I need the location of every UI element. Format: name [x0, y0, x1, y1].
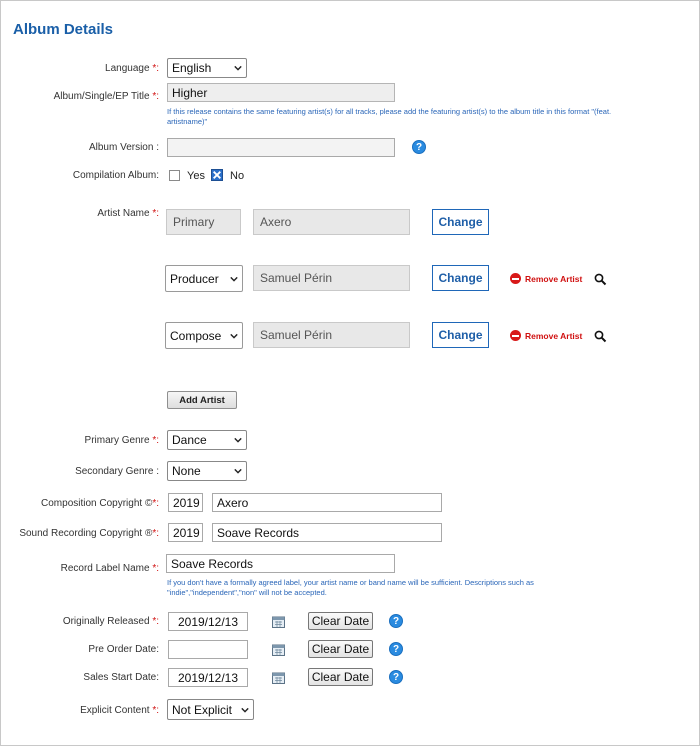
sales-start-help-icon[interactable]: ? [389, 670, 403, 684]
pre-order-help-icon[interactable]: ? [389, 642, 403, 656]
add-artist-button[interactable]: Add Artist [167, 391, 237, 409]
artist-role-select[interactable] [165, 322, 243, 349]
chevron-down-icon [241, 706, 249, 714]
composition-year-input[interactable]: 2019 [168, 493, 203, 512]
search-icon[interactable] [594, 330, 607, 343]
search-icon[interactable] [594, 273, 607, 286]
secondary-genre-select[interactable] [167, 461, 247, 481]
primary-genre-value: Dance [172, 433, 207, 447]
chevron-down-icon [230, 332, 238, 340]
record-label-label: Record Label Name *: [60, 563, 159, 574]
explicit-content-select[interactable] [167, 699, 254, 720]
artist-name-field: Axero [253, 209, 410, 235]
chevron-down-icon [234, 436, 242, 444]
artist-name-field: Samuel Périn [253, 322, 410, 348]
calendar-icon[interactable] [272, 644, 285, 656]
artist-name-field: Samuel Périn [253, 265, 410, 291]
artist-role-select[interactable] [165, 265, 243, 292]
artist-role-primary: Primary [166, 209, 241, 235]
remove-artist-label: Remove Artist [525, 273, 583, 284]
clear-date-button[interactable]: Clear Date [308, 668, 373, 686]
originally-released-input[interactable]: 2019/12/13 [168, 612, 248, 631]
remove-artist-label: Remove Artist [525, 330, 583, 341]
compilation-yes-checkbox[interactable] [169, 170, 180, 181]
change-artist-button[interactable]: Change [432, 265, 489, 291]
calendar-icon[interactable] [272, 616, 285, 628]
primary-genre-select[interactable] [167, 430, 247, 450]
artist-role-value: Producer [170, 271, 219, 286]
chevron-down-icon [230, 275, 238, 283]
compilation-no-checkbox[interactable] [211, 169, 223, 181]
record-label-hint: If you don't have a formally agreed label, your artist name or band name will be sufficient. Descriptions such as "indie","independent","non" will not be accepted. [167, 578, 534, 597]
sound-copyright-label: Sound Recording Copyright ®*: [19, 528, 159, 539]
composition-copyright-label: Composition Copyright ©*: [41, 498, 159, 509]
album-title-hint: If this release contains the same featuring artist(s) for all tracks, please add the featuring artist(s) to the album title in this format "(feat. artistname)" [167, 107, 612, 126]
language-select[interactable] [167, 58, 247, 78]
compilation-label: Compilation Album: [72, 170, 159, 181]
primary-genre-label: Primary Genre *: [84, 435, 159, 446]
explicit-content-label: Explicit Content *: [80, 705, 159, 716]
album-version-help-icon[interactable]: ? [412, 140, 426, 154]
chevron-down-icon [234, 467, 242, 475]
pre-order-input[interactable] [168, 640, 248, 659]
composition-holder-input[interactable]: Axero [212, 493, 442, 512]
sound-holder-input[interactable]: Soave Records [212, 523, 442, 542]
page-title: Album Details [13, 21, 114, 38]
artist-role-value: Compose [170, 328, 222, 343]
compilation-no-label: No [230, 170, 245, 182]
album-version-label: Album Version : [88, 142, 159, 153]
originally-released-label: Originally Released *: [62, 616, 159, 627]
calendar-icon[interactable] [272, 672, 285, 684]
language-value: English [172, 61, 212, 75]
remove-icon [510, 330, 521, 341]
pre-order-label: Pre Order Date: [88, 644, 159, 655]
remove-icon [510, 273, 521, 284]
check-x-icon [212, 170, 222, 180]
sound-year-input[interactable]: 2019 [168, 523, 203, 542]
change-artist-button[interactable]: Change [432, 322, 489, 348]
originally-released-help-icon[interactable]: ? [389, 614, 403, 628]
clear-date-button[interactable]: Clear Date [308, 640, 373, 658]
sales-start-input[interactable]: 2019/12/13 [168, 668, 248, 687]
compilation-yes-label: Yes [187, 170, 205, 182]
secondary-genre-value: None [172, 464, 201, 478]
artist-name-label: Artist Name *: [97, 208, 159, 219]
change-artist-button[interactable]: Change [432, 209, 489, 235]
clear-date-button[interactable]: Clear Date [308, 612, 373, 630]
explicit-content-value: Not Explicit [172, 702, 233, 717]
sales-start-label: Sales Start Date: [83, 672, 159, 683]
remove-artist-button[interactable] [510, 330, 582, 341]
chevron-down-icon [234, 64, 242, 72]
album-version-input[interactable] [167, 138, 395, 157]
album-title-input[interactable]: Higher [167, 83, 395, 102]
language-label: Language *: [105, 63, 159, 74]
album-title-label: Album/Single/EP Title *: [53, 91, 159, 102]
remove-artist-button[interactable] [510, 273, 582, 284]
record-label-input[interactable]: Soave Records [166, 554, 395, 573]
secondary-genre-label: Secondary Genre : [75, 466, 159, 477]
